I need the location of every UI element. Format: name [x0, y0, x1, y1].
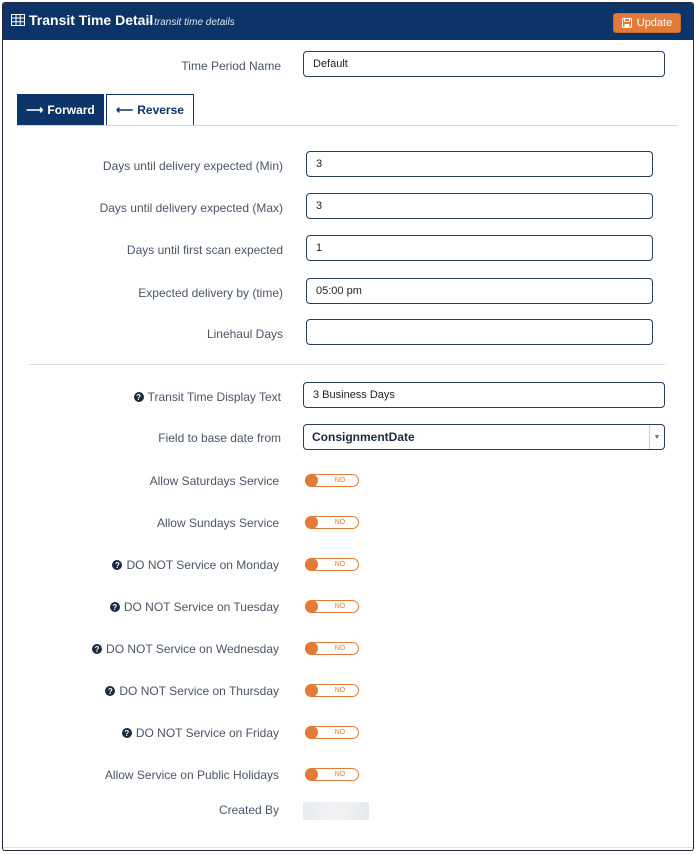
save-icon — [622, 18, 632, 28]
toggle-friday[interactable] — [305, 726, 359, 739]
time-period-label: Time Period Name — [181, 59, 281, 73]
toggle-state: NO — [334, 645, 346, 652]
update-button[interactable] — [613, 13, 681, 33]
transit-time-detail-panel — [2, 2, 694, 851]
toggle-label-wednesday: DO NOT Service on Wednesday — [106, 642, 279, 656]
created-by-label: Created By — [218, 803, 279, 817]
help-icon[interactable]: ? — [122, 728, 132, 738]
display-text-input[interactable]: 3 Business Days — [303, 382, 665, 408]
toggle-state: NO — [334, 477, 346, 484]
base-date-select[interactable] — [303, 424, 665, 450]
page-subtitle: - transit time details — [148, 17, 235, 28]
tab-divider — [17, 125, 677, 126]
linehaul-label: Linehaul Days — [206, 327, 283, 341]
toggle-tuesday[interactable] — [305, 600, 359, 613]
toggle-label-thursday-wrap — [105, 676, 279, 706]
display-text-label: Transit Time Display Text — [147, 390, 281, 404]
created-by-value — [303, 802, 369, 820]
first-scan-row — [3, 235, 693, 265]
min-days-input[interactable]: 3 — [306, 151, 653, 177]
toggle-label-monday: DO NOT Service on Monday — [126, 558, 279, 572]
toggle-knob — [305, 642, 318, 655]
base-date-value: ConsignmentDate — [312, 430, 415, 444]
time-period-input[interactable]: Default — [303, 51, 665, 77]
help-icon[interactable]: ? — [92, 644, 102, 654]
toggle-state: NO — [334, 603, 346, 610]
panel-footer-divider — [3, 847, 693, 848]
toggle-knob — [305, 516, 318, 529]
section-divider — [29, 364, 665, 365]
toggle-monday[interactable] — [305, 558, 359, 571]
toggle-label-saturday: Allow Saturdays Service — [149, 474, 279, 488]
max-days-label: Days until delivery expected (Max) — [99, 201, 283, 215]
delivery-time-label: Expected delivery by (time) — [138, 286, 283, 300]
arrow-left-icon: ⟵ — [116, 103, 134, 117]
toggle-state: NO — [334, 687, 346, 694]
tab-forward[interactable] — [17, 94, 104, 126]
tab-reverse-label: Reverse — [137, 103, 184, 117]
toggle-thursday[interactable] — [305, 684, 359, 697]
chevron-down-icon[interactable]: ▼ — [649, 425, 664, 449]
tab-reverse[interactable] — [106, 94, 194, 126]
linehaul-input[interactable] — [306, 319, 653, 345]
toggle-label-friday-wrap — [122, 718, 279, 748]
toggle-knob — [305, 600, 318, 613]
toggle-label-sunday: Allow Sundays Service — [156, 516, 279, 530]
toggle-state: NO — [334, 729, 346, 736]
display-text-row — [3, 382, 693, 412]
toggle-knob — [305, 768, 318, 781]
toggle-sunday[interactable] — [305, 516, 359, 529]
toggle-label-tuesday: DO NOT Service on Tuesday — [123, 600, 279, 614]
min-days-label: Days until delivery expected (Min) — [102, 159, 283, 173]
toggle-holidays[interactable] — [305, 768, 359, 781]
toggle-label-friday: DO NOT Service on Friday — [135, 726, 279, 740]
base-date-label: Field to base date from — [158, 431, 281, 445]
first-scan-label: Days until first scan expected — [126, 243, 283, 257]
toggle-label-tuesday-wrap — [110, 592, 279, 622]
tab-forward-label: Forward — [47, 103, 95, 117]
time-period-row — [3, 51, 693, 81]
help-icon[interactable]: ? — [110, 602, 120, 612]
toggle-state: NO — [334, 771, 346, 778]
toggle-saturday[interactable] — [305, 474, 359, 487]
max-days-input[interactable]: 3 — [306, 193, 653, 219]
panel-header — [3, 3, 693, 40]
display-text-label-wrap — [134, 382, 281, 412]
toggle-label-thursday: DO NOT Service on Thursday — [119, 684, 279, 698]
toggle-knob — [305, 474, 318, 487]
toggle-wednesday[interactable] — [305, 642, 359, 655]
min-days-row — [3, 151, 693, 181]
update-button-label: Update — [636, 17, 673, 29]
toggle-knob — [305, 726, 318, 739]
max-days-row — [3, 193, 693, 223]
help-icon[interactable]: ? — [134, 392, 144, 402]
toggle-state: NO — [334, 561, 346, 568]
arrow-right-icon: ⟶ — [26, 103, 44, 117]
toggle-label-wednesday-wrap — [92, 634, 279, 664]
help-icon[interactable]: ? — [105, 686, 115, 696]
toggle-label-monday-wrap — [112, 550, 279, 580]
toggle-label-holidays: Allow Service on Public Holidays — [104, 768, 279, 782]
toggle-state: NO — [334, 519, 346, 526]
first-scan-input[interactable]: 1 — [306, 235, 653, 261]
delivery-time-input[interactable]: 05:00 pm — [306, 278, 653, 304]
help-icon[interactable]: ? — [112, 560, 122, 570]
toggle-knob — [305, 684, 318, 697]
grid-icon — [11, 14, 25, 26]
page-title: Transit Time Detail — [29, 12, 154, 28]
toggle-knob — [305, 558, 318, 571]
delivery-time-row — [3, 278, 693, 308]
linehaul-row — [3, 319, 693, 349]
